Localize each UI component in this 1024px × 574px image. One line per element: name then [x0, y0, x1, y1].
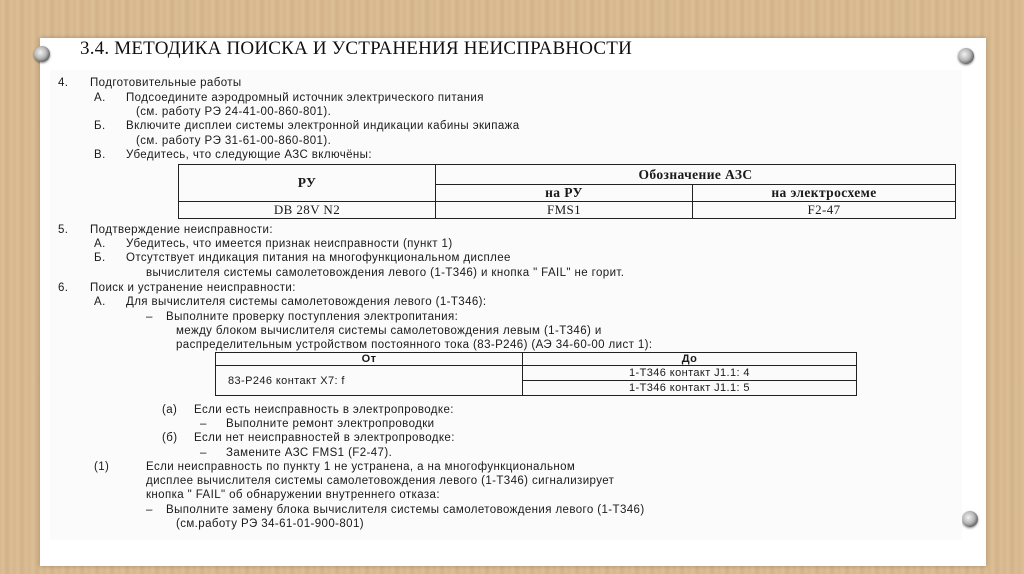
doc-line: вычислителя системы самолетовождения левого (1-Т346) и кнопка " FAIL" не горит.	[146, 267, 625, 279]
doc-line: Для вычислителя системы самолетовождения левого (1-Т346):	[126, 296, 487, 308]
item-number: А.	[94, 296, 106, 308]
item-number: 4.	[58, 77, 69, 89]
slide-title: 3.4. МЕТОДИКА ПОИСКА И УСТРАНЕНИЯ НЕИСПРАВНОСТИ	[80, 38, 632, 59]
cell-na-schem: F2-47	[693, 202, 956, 219]
pin-icon	[958, 48, 974, 64]
wiring-table	[215, 352, 857, 396]
doc-line: Подсоедините аэродромный источник электрического питания	[126, 92, 484, 104]
doc-line: (см. работу РЭ 31-61-00-860-801).	[136, 135, 332, 147]
header-from: От	[216, 353, 523, 366]
item-number: А.	[94, 238, 106, 250]
doc-line: Подготовительные работы	[90, 77, 242, 89]
doc-line: кнопка " FAIL" об обнаружении внутреннего отказа:	[146, 489, 440, 501]
doc-line: Поиск и устранение неисправности:	[90, 282, 296, 294]
doc-line: Выполните ремонт электропроводки	[226, 418, 435, 430]
doc-line: Отсутствует индикация питания на многофункциональном дисплее	[126, 252, 511, 264]
pin-icon	[962, 511, 978, 527]
item-number: –	[146, 504, 153, 516]
doc-line: Убедитесь, что следующие АЗС включёны:	[126, 149, 372, 161]
header-na-ru: на РУ	[436, 185, 693, 202]
header-ru: РУ	[179, 165, 436, 202]
doc-line: Если неисправность по пункту 1 не устранена, а на многофункциональном	[146, 461, 576, 473]
item-number: В.	[94, 149, 106, 161]
document-scan	[50, 70, 962, 540]
item-number: –	[200, 418, 207, 430]
doc-line: распределительным устройством постоянного тока (83-Р246) (АЭ 34-60-00 лист 1):	[176, 339, 653, 351]
item-number: 5.	[58, 224, 69, 236]
doc-line: Если есть неисправность в электропроводке:	[194, 404, 454, 416]
pin-icon	[34, 46, 50, 62]
cell-ru: DB 28V N2	[179, 202, 436, 219]
header-azs: Обозначение АЗС	[436, 165, 956, 185]
item-number: Б.	[94, 120, 106, 132]
doc-line: Если нет неисправностей в электропроводке:	[194, 432, 455, 444]
doc-line: Выполните проверку поступления электропитания:	[166, 311, 459, 323]
item-number: (1)	[94, 461, 110, 473]
item-number: 6.	[58, 282, 69, 294]
doc-line: между блоком вычислителя системы самолетовождения левым (1-Т346) и	[176, 325, 602, 337]
item-number: А.	[94, 92, 106, 104]
item-number: –	[146, 311, 153, 323]
doc-line: Замените АЗС FMS1 (F2-47).	[226, 447, 393, 459]
doc-line: (см. работу РЭ 24-41-00-860-801).	[136, 106, 332, 118]
header-to: До	[523, 353, 857, 366]
doc-line: (см.работу РЭ 34-61-01-900-801)	[176, 518, 364, 530]
cell-from: 83-Р246 контакт X7: f	[216, 366, 523, 396]
header-na-schem: на электросхеме	[693, 185, 956, 202]
cell-na-ru: FMS1	[436, 202, 693, 219]
doc-line: Подтверждение неисправности:	[90, 224, 273, 236]
item-number: –	[200, 447, 207, 459]
item-number: (а)	[162, 404, 178, 416]
azs-table	[178, 164, 956, 219]
doc-line: дисплее вычислителя системы самолетовождения левого (1-Т346) сигнализирует	[146, 475, 615, 487]
item-number: Б.	[94, 252, 106, 264]
doc-line: Включите дисплеи системы электронной индикации кабины экипажа	[126, 120, 520, 132]
item-number: (б)	[162, 432, 178, 444]
doc-line: Выполните замену блока вычислителя системы самолетовождения левого (1-Т346)	[166, 504, 645, 516]
cell-to: 1-Т346 контакт J1.1: 5	[523, 381, 857, 396]
cell-to: 1-Т346 контакт J1.1: 4	[523, 366, 857, 381]
doc-line: Убедитесь, что имеется признак неисправности (пункт 1)	[126, 238, 453, 250]
